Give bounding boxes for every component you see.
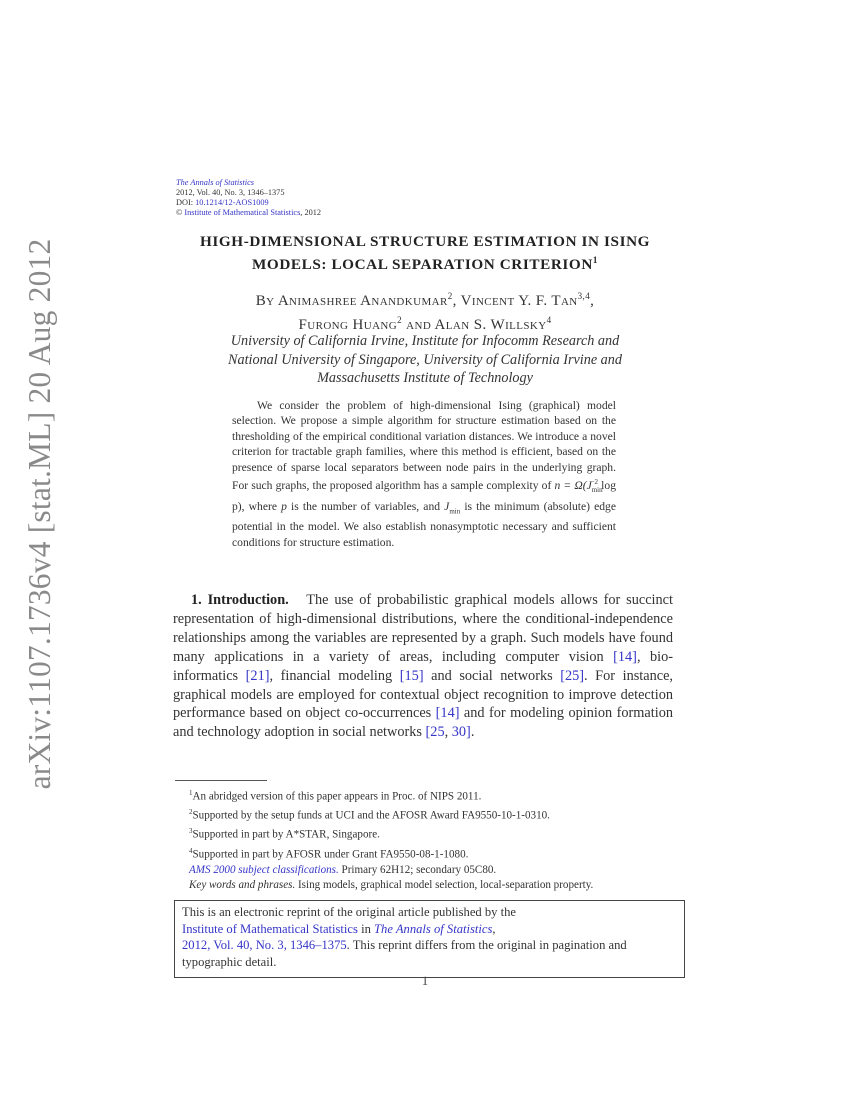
- paper-title: [170, 233, 680, 274]
- math-expr: n = Ω(J: [554, 478, 592, 492]
- keywords: [175, 878, 675, 894]
- citation-link[interactable]: [14]: [613, 648, 637, 665]
- math-p: p: [281, 499, 287, 513]
- reprint-text: in: [357, 921, 375, 936]
- footnote: [175, 844, 675, 863]
- publisher-link[interactable]: Institute of Mathematical Statistics: [184, 208, 301, 217]
- volume-line: 2012, Vol. 40, No. 3, 1346–1375: [176, 188, 285, 197]
- author-name: Vincent Y. F. Tan: [460, 293, 578, 309]
- title-line-2: MODELS: LOCAL SEPARATION CRITERION: [251, 256, 593, 274]
- publisher-link[interactable]: Institute of Mathematical Statistics: [182, 921, 358, 936]
- citation-link[interactable]: [14]: [435, 705, 460, 722]
- author-name: Furong Huang: [298, 317, 398, 333]
- copyright-line: [176, 208, 321, 218]
- math-sup: −2: [590, 478, 599, 487]
- author-name: Alan S. Willsky: [434, 317, 547, 333]
- footnote-mark: 2: [189, 808, 193, 817]
- citation-link[interactable]: [15]: [399, 667, 424, 684]
- math-sub: [592, 486, 603, 494]
- doi-link[interactable]: 10.1214/12-AOS1009: [195, 198, 269, 207]
- footnote: [175, 824, 675, 843]
- ams-classification-text: Primary 62H12; secondary 05C80.: [338, 863, 497, 876]
- citation-link[interactable]: [21]: [245, 667, 270, 684]
- ams-classification-link[interactable]: AMS 2000 subject classifications.: [189, 863, 339, 876]
- math-n: [554, 479, 591, 492]
- footnote-mark: 4: [189, 846, 193, 855]
- page-number: 1: [421, 973, 429, 988]
- footnote: [175, 786, 675, 805]
- copyright-year: , 2012: [300, 208, 322, 217]
- math-sub: min: [449, 506, 461, 515]
- body-text: The use of probabilistic graphical models allows for succinct representation of high-dimensional distributions, where the conditional-independence relationships among the variables are represented by a graph. Such models have found many applications in a variety of areas, including computer vision: [173, 592, 673, 665]
- keywords-label: Key words and phrases.: [189, 879, 296, 892]
- journal-link[interactable]: The Annals of Statistics: [374, 921, 493, 936]
- abstract-text: is the number of variables, and: [286, 499, 445, 513]
- affiliation-line: Massachusetts Institute of Technology: [317, 370, 533, 386]
- by-label: By: [255, 293, 278, 309]
- abstract-text: , where: [241, 499, 282, 513]
- footnote-text: An abridged version of this paper appears in Proc. of NIPS 2011.: [192, 790, 482, 803]
- author-mark[interactable]: 3,4: [577, 291, 591, 301]
- author-sep: ,: [452, 293, 461, 309]
- abstract-text: is the minimum (absolute) edge potential in the model. We also establish nonasymptotic necessary and sufficient conditions for structure estimation.: [232, 499, 616, 549]
- affiliation-line: National University of Singapore, University of California Irvine and: [228, 351, 622, 368]
- citation-link[interactable]: [25: [425, 724, 445, 741]
- body-text: , bio-informatics: [173, 648, 673, 684]
- citation-link[interactable]: 30]: [451, 724, 471, 741]
- title-line-1: HIGH-DIMENSIONAL STRUCTURE ESTIMATION IN ISING: [199, 233, 651, 250]
- section-heading: 1. Introduction.: [191, 592, 289, 608]
- author-name: Animashree Anandkumar: [277, 293, 448, 309]
- abstract: [232, 398, 616, 550]
- reprint-text: . This reprint differs from the original in pagination and typographic detail.: [182, 938, 627, 969]
- body-text: .: [470, 724, 475, 741]
- doi-label: DOI:: [176, 198, 196, 207]
- footnote-text: Supported in part by A*STAR, Singapore.: [192, 829, 380, 842]
- copyright-icon: ©: [176, 208, 183, 217]
- footnote-mark: 1: [189, 789, 193, 797]
- footnote-mark: 3: [189, 827, 193, 836]
- affiliation-line: University of California Irvine, Institute for Infocomm Research and: [230, 333, 620, 349]
- body-text: , financial modeling: [269, 667, 400, 684]
- introduction-section: [173, 591, 673, 742]
- citation-link[interactable]: [25]: [560, 667, 585, 684]
- keywords-text: Ising models, graphical model selection, local-separation property.: [295, 879, 594, 892]
- reprint-text: ,: [492, 921, 496, 936]
- body-text: . For instance, graphical models are employed for contextual object recognition to improve detection performance based on object co-occurrences: [173, 667, 674, 722]
- author-list: [170, 287, 680, 335]
- author-mark[interactable]: 2: [447, 291, 453, 301]
- title-footnote-mark[interactable]: 1: [592, 255, 599, 265]
- reprint-line: This is an electronic reprint of the original article published by the: [182, 905, 516, 919]
- journal-header: [176, 178, 321, 218]
- reprint-line-2: [182, 921, 677, 938]
- author-sep: and: [402, 317, 435, 333]
- footnote: [175, 805, 675, 824]
- journal-name-link[interactable]: The Annals of Statistics: [176, 178, 254, 187]
- author-sep: ,: [590, 293, 595, 309]
- abstract-text: We consider the problem of high-dimensional Ising (graphical) model selection. We propose a simple algorithm for structure estimation based on the thresholding of the empirical conditional variation distances. We introduce a novel criterion for tractable graph families, where this method is efficient, based on the presence of sparse local separators between node pairs in the underlying graph. For such graphs, the proposed algorithm has a sample complexity of: [232, 399, 616, 492]
- ams-classification: [175, 863, 675, 879]
- affiliations: [170, 332, 680, 388]
- body-text: and social networks: [423, 667, 561, 684]
- author-line-1: [170, 287, 680, 311]
- volume-link[interactable]: 2012, Vol. 40, No. 3, 1346–1375: [182, 938, 347, 953]
- reprint-notice-box: [174, 900, 685, 978]
- math-j: J: [444, 499, 450, 513]
- citation-sep: ,: [444, 724, 452, 741]
- doi-line: [176, 198, 321, 208]
- footnotes: [175, 786, 675, 894]
- math-sub-text: min: [591, 486, 603, 495]
- footnote-text: Supported in part by AFOSR under Grant FA9550-08-1-1080.: [192, 848, 469, 861]
- math-tail: log p): [232, 478, 616, 513]
- arxiv-stamp-text: arXiv:1107.1736v4 [stat.ML] 20 Aug 2012: [22, 238, 57, 790]
- author-mark[interactable]: 2: [397, 315, 403, 325]
- author-mark[interactable]: 4: [546, 315, 552, 325]
- footnote-divider: [175, 780, 267, 781]
- reprint-line-3: [182, 937, 677, 970]
- title-line-2-wrap: [170, 251, 680, 274]
- body-text: and for modeling opinion formation and technology adoption in social networks: [173, 705, 673, 741]
- footnote-text: Supported by the setup funds at UCI and the AFOSR Award FA9550-10-1-0310.: [192, 809, 550, 822]
